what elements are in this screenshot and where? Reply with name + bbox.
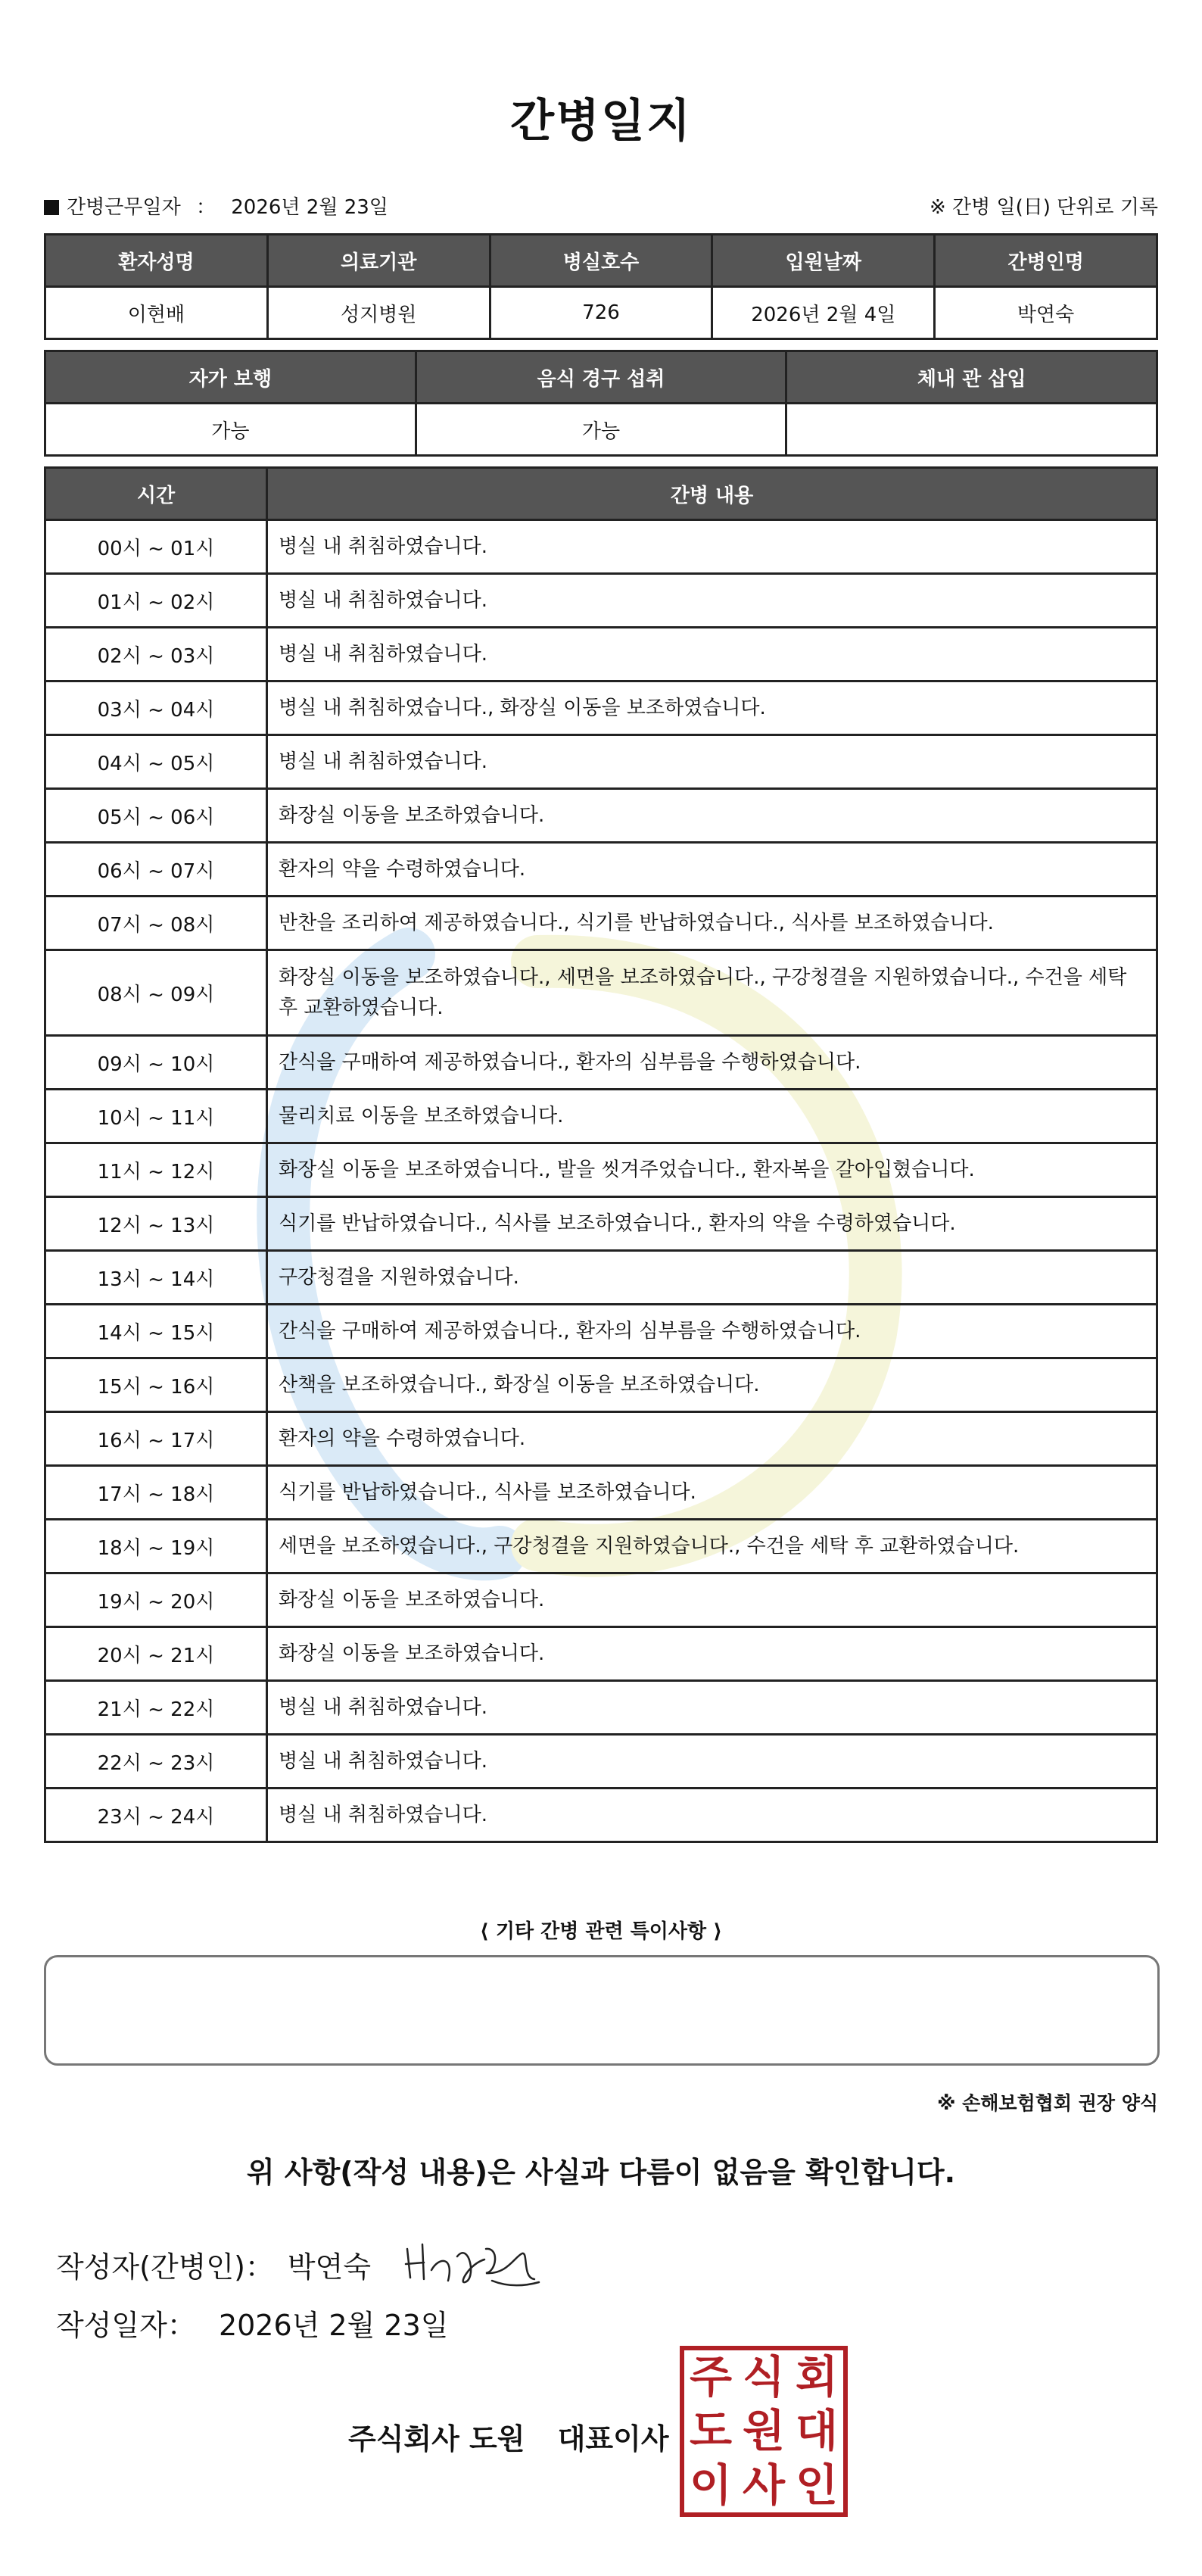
time-cell: 16시 ~ 17시: [45, 1412, 267, 1466]
table-row: [45, 789, 1157, 843]
time-cell: 17시 ~ 18시: [45, 1466, 267, 1520]
table-row: [45, 897, 1157, 950]
care-content-cell: 식기를 반납하였습니다., 식사를 보조하였습니다.: [267, 1466, 1157, 1520]
time-cell: 05시 ~ 06시: [45, 789, 267, 843]
table-row: [45, 1143, 1157, 1197]
self-walking-value: 가능: [45, 404, 416, 456]
care-content-cell: 화장실 이동을 보조하였습니다., 발을 씻겨주었습니다., 환자복을 갈아입혔습니다.: [267, 1143, 1157, 1197]
care-content-cell: 병실 내 취침하였습니다.: [267, 628, 1157, 681]
table-row: [45, 1466, 1157, 1520]
seal-char: 원: [742, 2405, 786, 2457]
patient-info-table: [44, 233, 1158, 340]
tube-insertion-value: [786, 404, 1157, 456]
time-cell: 06시 ~ 07시: [45, 843, 267, 897]
time-cell: 20시 ~ 21시: [45, 1627, 267, 1681]
oral-intake-value: 가능: [416, 404, 786, 456]
table-row: [45, 1305, 1157, 1358]
care-content-cell: 환자의 약을 수령하였습니다.: [267, 1412, 1157, 1466]
time-cell: 14시 ~ 15시: [45, 1305, 267, 1358]
time-cell: 11시 ~ 12시: [45, 1143, 267, 1197]
care-content-cell: 물리치료 이동을 보조하였습니다.: [267, 1090, 1157, 1143]
work-date-row: [44, 192, 1158, 218]
header-patient-name: 환자성명: [45, 235, 268, 287]
time-cell: 13시 ~ 14시: [45, 1251, 267, 1305]
hospital: 성지병원: [267, 287, 490, 339]
work-date-value: 2026년 2월 23일: [231, 195, 388, 219]
written-date-label: 작성일자：: [56, 2309, 196, 2342]
signature-icon: [401, 2234, 545, 2294]
patient-status-table: [44, 350, 1158, 457]
company-row: [348, 2415, 669, 2457]
table-header-row: [45, 468, 1157, 520]
caregiver-name: 박연숙: [935, 287, 1157, 339]
patient-name: 이현배: [45, 287, 268, 339]
care-content-cell: 병실 내 취침하였습니다.: [267, 1789, 1157, 1842]
header-tube-insertion: 체내 관 삽입: [786, 351, 1157, 404]
confirmation-statement: 위 사항(작성 내용)은 사실과 다름이 없음을 확인합니다.: [246, 2156, 956, 2189]
care-content-cell: 식기를 반납하였습니다., 식사를 보조하였습니다., 환자의 약을 수령하였습니다.: [267, 1197, 1157, 1251]
table-row: [45, 1789, 1157, 1842]
admission-date: 2026년 2월 4일: [712, 287, 935, 339]
seal-char: 대: [795, 2405, 839, 2457]
care-content-cell: 병실 내 취침하였습니다., 화장실 이동을 보조하였습니다.: [267, 681, 1157, 735]
time-cell: 01시 ~ 02시: [45, 574, 267, 628]
care-content-cell: 산책을 보조하였습니다., 화장실 이동을 보조하였습니다.: [267, 1358, 1157, 1412]
company-name: 주식회사 도원: [348, 2422, 525, 2456]
table-row: [45, 1573, 1157, 1627]
table-row: [45, 1412, 1157, 1466]
time-cell: 19시 ~ 20시: [45, 1573, 267, 1627]
seal-char: 식: [742, 2351, 786, 2403]
seal-char: 회: [795, 2351, 839, 2403]
time-cell: 09시 ~ 10시: [45, 1036, 267, 1090]
table-row: [45, 574, 1157, 628]
written-date-value: 2026년 2월 23일: [218, 2309, 449, 2342]
time-cell: 03시 ~ 04시: [45, 681, 267, 735]
table-row: [45, 1627, 1157, 1681]
care-content-cell: 간식을 구매하여 제공하였습니다., 환자의 심부름을 수행하였습니다.: [267, 1036, 1157, 1090]
care-content-cell: 세면을 보조하였습니다., 구강청결을 지원하였습니다., 수건을 세탁 후 교환하였습니다.: [267, 1520, 1157, 1573]
care-content-cell: 병실 내 취침하였습니다.: [267, 574, 1157, 628]
table-row: [45, 287, 1157, 339]
recommend-note: ※ 손해보험협회 권장 양식: [937, 2092, 1158, 2114]
table-row: [45, 1735, 1157, 1789]
table-row: [45, 950, 1157, 1036]
notes-box: [44, 1955, 1160, 2066]
header-hospital: 의료기관: [267, 235, 490, 287]
table-row: [45, 681, 1157, 735]
time-cell: 10시 ~ 11시: [45, 1090, 267, 1143]
care-log-body: [45, 520, 1157, 1842]
table-header-row: [45, 351, 1157, 404]
header-self-walking: 자가 보행: [45, 351, 416, 404]
care-content-cell: 화장실 이동을 보조하였습니다.: [267, 789, 1157, 843]
table-row: [45, 735, 1157, 789]
care-content-cell: 반찬을 조리하여 제공하였습니다., 식기를 반납하였습니다., 식사를 보조하였습니다.: [267, 897, 1157, 950]
table-row: [45, 843, 1157, 897]
header-caregiver-name: 간병인명: [935, 235, 1157, 287]
header-admission-date: 입원날짜: [712, 235, 935, 287]
table-row: [45, 1520, 1157, 1573]
table-row: [45, 628, 1157, 681]
time-cell: 18시 ~ 19시: [45, 1520, 267, 1573]
writer-row: [56, 2234, 545, 2294]
written-date-row: [56, 2302, 448, 2344]
work-date: [44, 192, 388, 220]
table-row: [45, 1090, 1157, 1143]
seal-char: 인: [795, 2459, 839, 2511]
care-content-cell: 병실 내 취침하였습니다.: [267, 1681, 1157, 1735]
care-content-cell: 병실 내 취침하였습니다.: [267, 735, 1157, 789]
care-content-cell: 화장실 이동을 보조하였습니다.: [267, 1573, 1157, 1627]
header-oral-intake: 음식 경구 섭취: [416, 351, 786, 404]
work-date-separator: ：: [195, 195, 216, 219]
table-row: [45, 1251, 1157, 1305]
seal-char: 이: [689, 2459, 733, 2511]
time-cell: 12시 ~ 13시: [45, 1197, 267, 1251]
company-seal-icon: [680, 2346, 848, 2517]
care-content-cell: 병실 내 취침하였습니다.: [267, 1735, 1157, 1789]
seal-char: 도: [689, 2405, 733, 2457]
care-content-cell: 화장실 이동을 보조하였습니다.: [267, 1627, 1157, 1681]
table-row: [45, 404, 1157, 456]
header-room-number: 병실호수: [490, 235, 712, 287]
seal-char: 주: [689, 2351, 733, 2403]
work-date-label: 간병근무일자: [67, 195, 181, 219]
table-row: [45, 1197, 1157, 1251]
care-content-cell: 간식을 구매하여 제공하였습니다., 환자의 심부름을 수행하였습니다.: [267, 1305, 1157, 1358]
time-cell: 21시 ~ 22시: [45, 1681, 267, 1735]
time-cell: 04시 ~ 05시: [45, 735, 267, 789]
care-content-cell: 환자의 약을 수령하였습니다.: [267, 843, 1157, 897]
notes-title: ⟨ 기타 간병 관련 특이사항 ⟩: [479, 1920, 723, 1943]
time-cell: 22시 ~ 23시: [45, 1735, 267, 1789]
writer-label: 작성자(간병인)：: [56, 2250, 274, 2284]
time-cell: 00시 ~ 01시: [45, 520, 267, 574]
record-note: ※ 간병 일(日) 단위로 기록: [929, 195, 1158, 219]
room-number: 726: [490, 287, 712, 339]
page-title: 간병일지: [510, 95, 692, 148]
table-row: [45, 1681, 1157, 1735]
table-row: [45, 520, 1157, 574]
care-content-cell: 구강청결을 지원하였습니다.: [267, 1251, 1157, 1305]
care-content-cell: 화장실 이동을 보조하였습니다., 세면을 보조하였습니다., 구강청결을 지원하였습니다., 수건을 세탁 후 교환하였습니다.: [267, 950, 1157, 1036]
writer-name: 박연숙: [287, 2250, 372, 2284]
time-cell: 15시 ~ 16시: [45, 1358, 267, 1412]
representative-title: 대표이사: [557, 2422, 669, 2456]
table-row: [45, 1358, 1157, 1412]
header-time: 시간: [45, 468, 267, 520]
table-header-row: [45, 235, 1157, 287]
table-row: [45, 1036, 1157, 1090]
seal-char: 사: [742, 2459, 786, 2511]
square-bullet-icon: [44, 200, 59, 215]
time-cell: 08시 ~ 09시: [45, 950, 267, 1036]
time-cell: 07시 ~ 08시: [45, 897, 267, 950]
care-log-table: [44, 466, 1158, 1843]
time-cell: 02시 ~ 03시: [45, 628, 267, 681]
care-content-cell: 병실 내 취침하였습니다.: [267, 520, 1157, 574]
header-care-content: 간병 내용: [267, 468, 1157, 520]
time-cell: 23시 ~ 24시: [45, 1789, 267, 1842]
